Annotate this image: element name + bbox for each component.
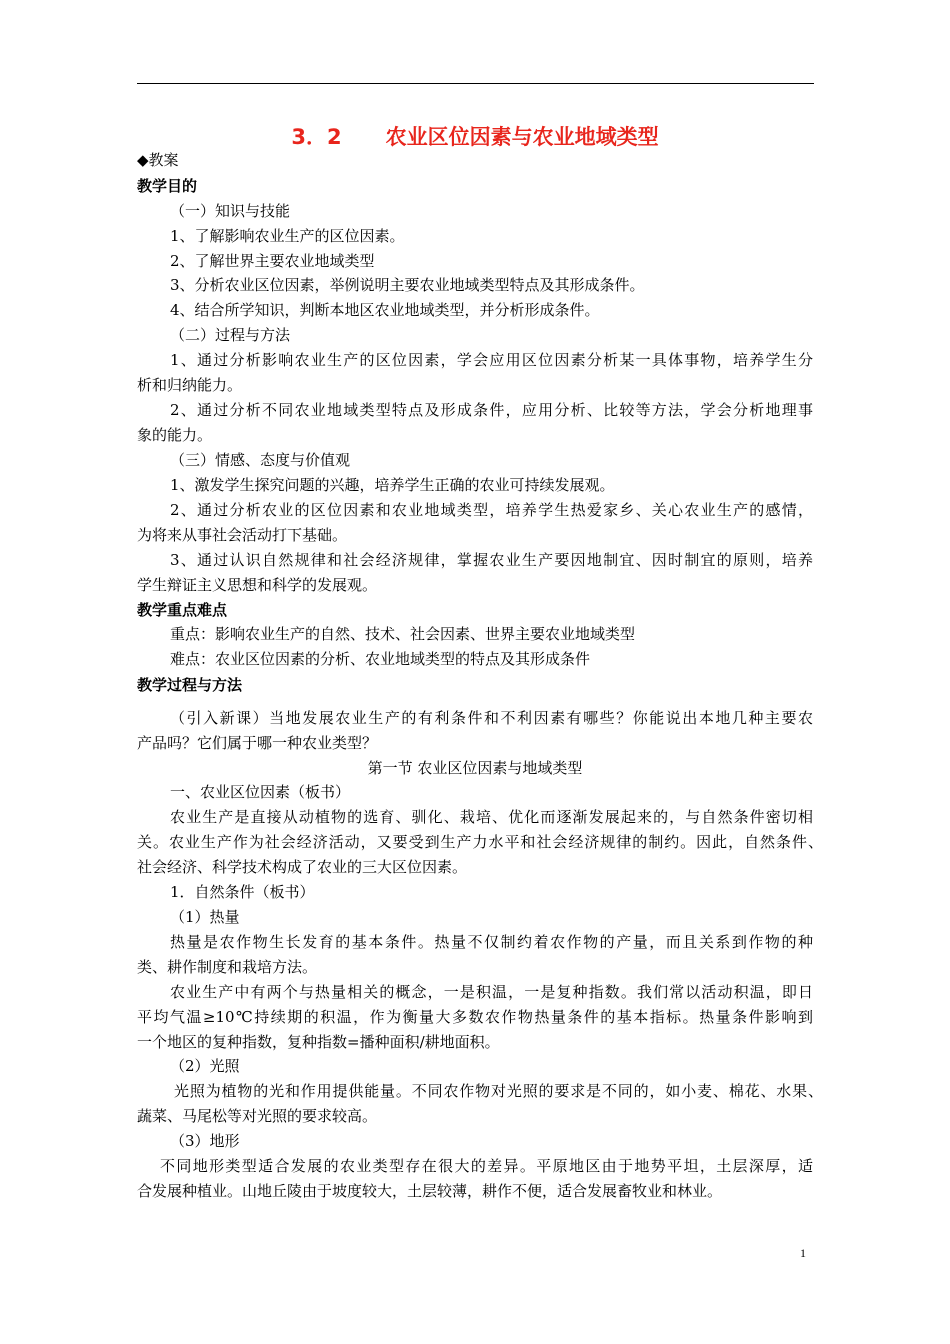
- knowledge-item-3: 3、分析农业区位因素，举例说明主要农业地域类型特点及其形成条件。: [170, 276, 645, 294]
- heat-para-line2: 类、耕作制度和栽培方法。: [137, 958, 318, 976]
- header-rule: [137, 83, 814, 84]
- process-item-1-line1: 1、通过分析影响农业生产的区位因素，学会应用区位因素分析某一具体事物，培养学生分: [170, 351, 813, 369]
- section-title: 第一节 农业区位因素与地域类型: [367, 759, 583, 777]
- difficult-point: 难点：农业区位因素的分析、农业地域类型的特点及其形成条件: [170, 650, 591, 668]
- intro-line1: （引入新课）当地发展农业生产的有利条件和不利因素有哪些？你能说出本地几种主要农: [170, 709, 813, 727]
- heading-teaching-process: 教学过程与方法: [137, 676, 243, 694]
- terrain-para-line2: 合发展种植业。山地丘陵由于坡度较大，土层较薄，耕作不便，适合发展畜牧业和林业。: [137, 1182, 723, 1200]
- intro-line2: 产品吗？它们属于哪一种农业类型？: [137, 734, 378, 752]
- part-1-heading: 一、农业区位因素（板书）: [170, 783, 351, 801]
- natural-conditions-heading: 1．自然条件（板书）: [170, 883, 315, 901]
- subheading-knowledge: （一）知识与技能: [170, 202, 291, 220]
- heat2-para-line3: 一个地区的复种指数，复种指数=播种面积/耕地面积。: [137, 1033, 500, 1051]
- light-para-line1: 光照为植物的光和作用提供能量。不同农作物对光照的要求是不同的，如小麦、棉花、水果、: [174, 1082, 823, 1100]
- heading-teaching-goals: 教学目的: [137, 177, 198, 195]
- emotion-item-2-line1: 2、通过分析农业的区位因素和农业地域类型，培养学生热爱家乡、关心农业生产的感情，: [170, 501, 813, 519]
- subheading-process: （二）过程与方法: [170, 326, 291, 344]
- page-number: 1: [800, 1246, 806, 1260]
- knowledge-item-2: 2、了解世界主要农业地域类型: [170, 252, 375, 270]
- title-number: 3．2: [291, 125, 342, 149]
- key-point: 重点：影响农业生产的自然、技术、社会因素、世界主要农业地域类型: [170, 625, 636, 643]
- title-text: 农业区位因素与农业地域类型: [385, 125, 659, 149]
- emotion-item-1: 1、激发学生探究问题的兴趣，培养学生正确的农业可持续发展观。: [170, 476, 615, 494]
- terrain-para-line1: 不同地形类型适合发展的农业类型存在很大的差异。平原地区由于地势平坦，土层深厚，适: [160, 1157, 813, 1175]
- emotion-item-3-line2: 学生辩证主义思想和科学的发展观。: [137, 576, 378, 594]
- lesson-plan-tag: ◆教案: [137, 151, 179, 169]
- heat-heading: （1）热量: [170, 908, 240, 926]
- emotion-item-2-line2: 为将来从事社会活动打下基础。: [137, 526, 348, 544]
- heat2-para-line2: 平均气温≥10℃持续期的积温，作为衡量大多数农作物热量条件的基本指标。热量条件影响到: [137, 1008, 813, 1026]
- light-para-line2: 蔬菜、马尾松等对光照的要求较高。: [137, 1107, 378, 1125]
- emotion-item-3-line1: 3、通过认识自然规律和社会经济规律，掌握农业生产要因地制宜、因时制宜的原则，培养: [170, 551, 813, 569]
- heading-key-points: 教学重点难点: [137, 601, 228, 619]
- light-heading: （2）光照: [170, 1057, 240, 1075]
- para-1-line1: 农业生产是直接从动植物的选育、驯化、栽培、优化而逐渐发展起来的，与自然条件密切相: [170, 808, 813, 826]
- process-item-2-line1: 2、通过分析不同农业地域类型特点及形成条件，应用分析、比较等方法，学会分析地理事: [170, 401, 813, 419]
- process-item-2-line2: 象的能力。: [137, 426, 213, 444]
- document-title: [0, 122, 950, 152]
- heat-para-line1: 热量是农作物生长发育的基本条件。热量不仅制约着农作物的产量，而且关系到作物的种: [170, 933, 813, 951]
- subheading-emotion: （三）情感、态度与价值观: [170, 451, 351, 469]
- knowledge-item-4: 4、结合所学知识，判断本地区农业地域类型，并分析形成条件。: [170, 301, 600, 319]
- knowledge-item-1: 1、了解影响农业生产的区位因素。: [170, 227, 405, 245]
- heat2-para-line1: 农业生产中有两个与热量相关的概念，一是积温，一是复种指数。我们常以活动积温，即日: [170, 983, 813, 1001]
- para-1-line3: 社会经济、科学技术构成了农业的三大区位因素。: [137, 858, 468, 876]
- para-1-line2: 关。农业生产作为社会经济活动，又要受到生产力水平和社会经济规律的制约。因此，自然条件、: [137, 833, 823, 851]
- process-item-1-line2: 析和归纳能力。: [137, 376, 243, 394]
- terrain-heading: （3）地形: [170, 1132, 240, 1150]
